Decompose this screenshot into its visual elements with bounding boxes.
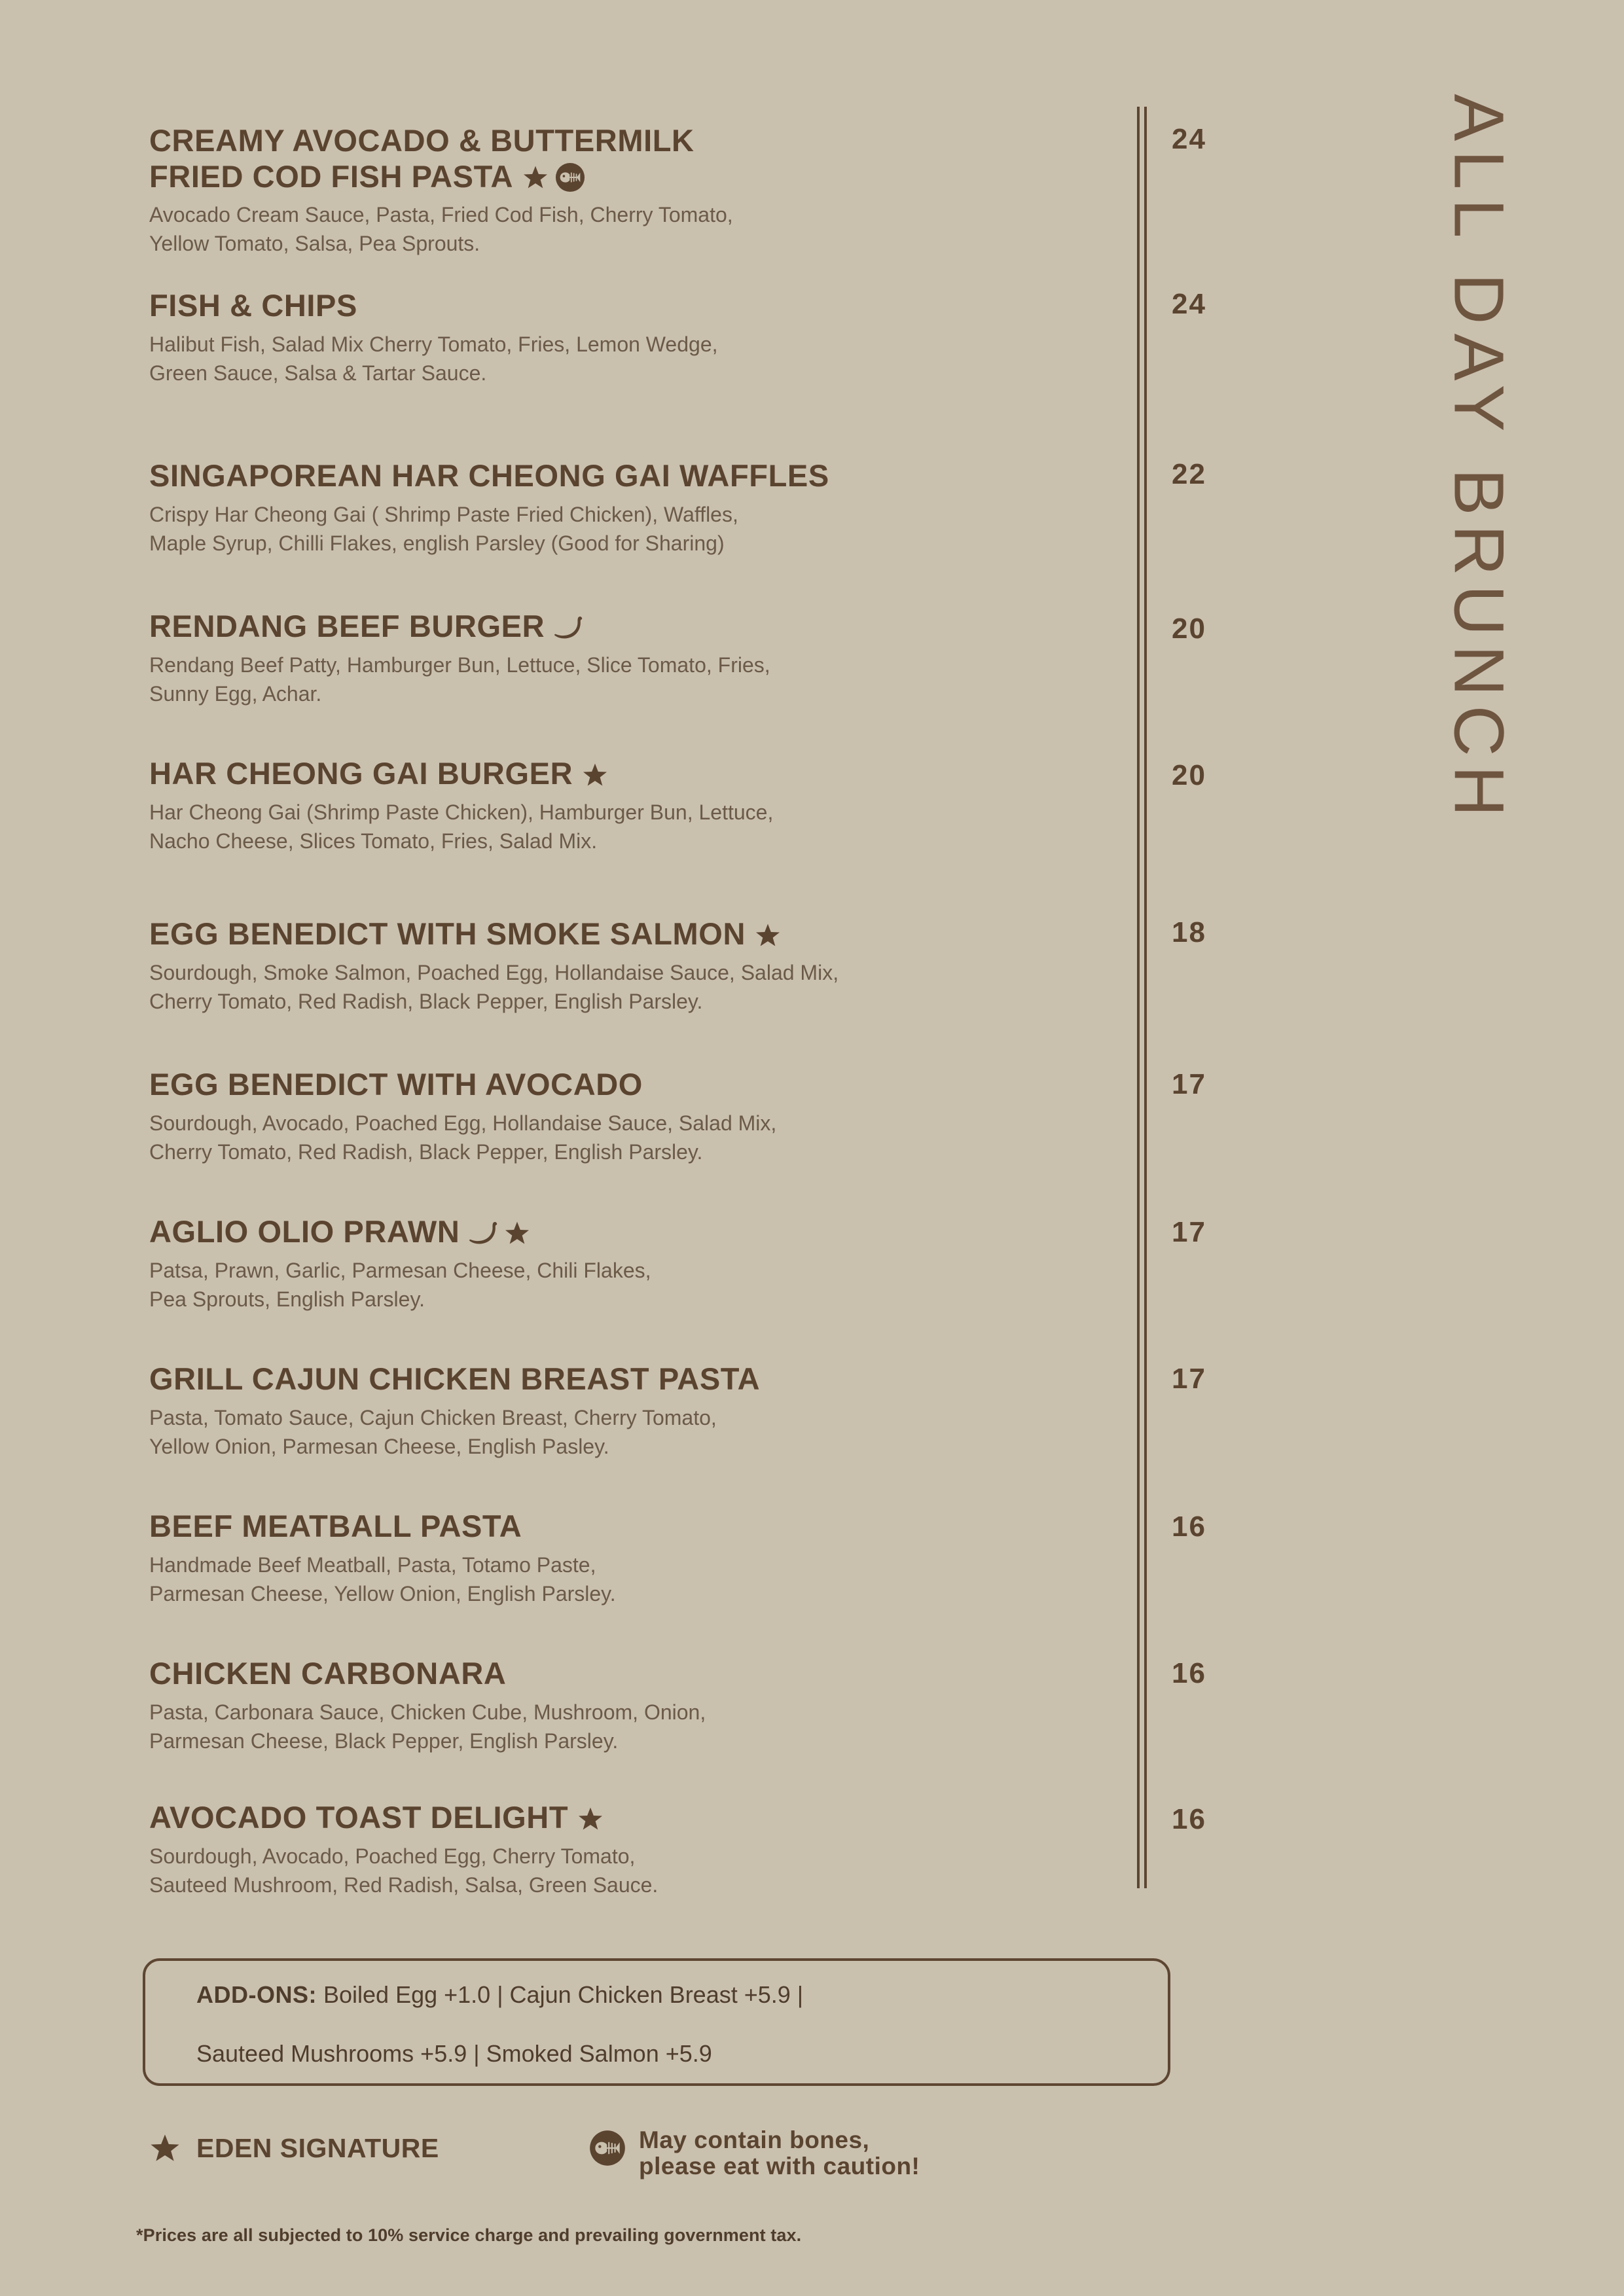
menu-item-description-line: Sourdough, Avocado, Poached Egg, Hollandaise Sauce, Salad Mix,: [149, 1111, 777, 1135]
legend-bones-label: [639, 2127, 920, 2179]
menu-item: [149, 123, 1327, 258]
legend-signature-label: EDEN SIGNATURE: [196, 2132, 439, 2163]
menu-item-title: [149, 916, 781, 952]
menu-item-titlebox: [149, 458, 829, 494]
menu-item: [149, 916, 1327, 1016]
menu-item-description-line: Parmesan Cheese, Yellow Onion, English Parsley.: [149, 1581, 616, 1605]
menu-item-description: [149, 500, 1327, 558]
menu-item-title-line: AVOCADO TOAST DELIGHT: [149, 1800, 604, 1836]
menu-item-description-line: Yellow Onion, Parmesan Cheese, English Pasley.: [149, 1434, 609, 1458]
star-icon: [522, 164, 549, 190]
menu-item-icons: [755, 922, 781, 948]
addons-line-1: [196, 1983, 1168, 2007]
menu-item-description-line: Sunny Egg, Achar.: [149, 681, 322, 706]
legend-bones: [589, 2127, 920, 2179]
star-icon: [149, 2132, 181, 2164]
menu-item-price: 17: [1172, 1216, 1206, 1248]
menu-item-title: [149, 609, 583, 645]
star-icon: [504, 1220, 530, 1246]
menu-item-title: [149, 1509, 522, 1545]
menu-item-title-line: HAR CHEONG GAI BURGER: [149, 756, 608, 792]
menu-item-title: [149, 1214, 530, 1250]
menu-item-description-line: Cherry Tomato, Red Radish, Black Pepper, English Parsley.: [149, 989, 703, 1013]
menu-item-price: 24: [1172, 123, 1206, 155]
menu-item-description-line: Yellow Tomato, Salsa, Pea Sprouts.: [149, 232, 480, 256]
menu-item-header: [149, 916, 1327, 952]
menu-item-title: [149, 123, 695, 194]
menu-item-description: [149, 651, 1327, 708]
menu-item-title-line: FISH & CHIPS: [149, 288, 357, 323]
menu-item-header: [149, 1214, 1327, 1250]
section-title: ALL DAY BRUNCH: [1439, 94, 1519, 826]
menu-item: [149, 458, 1327, 558]
menu-item-description-line: Handmade Beef Meatball, Pasta, Totamo Paste,: [149, 1552, 596, 1577]
menu-item: [149, 288, 1327, 387]
menu-item: [149, 1361, 1327, 1461]
menu-item-price: 17: [1172, 1363, 1206, 1395]
menu-item-description: [149, 1109, 1327, 1166]
menu-item-description-line: Crispy Har Cheong Gai ( Shrimp Paste Fried Chicken), Waffles,: [149, 502, 738, 526]
addons-label: ADD-ONS:: [196, 1981, 317, 2008]
menu-item-title-line: AGLIO OLIO PRAWN: [149, 1214, 530, 1250]
legend-bones-line-1: May contain bones,: [639, 2126, 870, 2153]
chili-icon: [554, 615, 583, 640]
menu-item-description: [149, 958, 1327, 1016]
menu-item-header: [149, 123, 1327, 194]
menu-item-titlebox: [149, 756, 608, 792]
menu-item-description-line: Pea Sprouts, English Parsley.: [149, 1287, 425, 1311]
menu-item-description: [149, 1403, 1327, 1461]
menu-item-icons: [469, 1220, 530, 1246]
legend-bones-line-2: please eat with caution!: [639, 2152, 920, 2179]
menu-item-title-line: RENDANG BEEF BURGER: [149, 609, 583, 645]
menu-item-titlebox: [149, 1214, 530, 1250]
menu-item-header: [149, 1656, 1327, 1692]
menu-item: [149, 1067, 1327, 1166]
menu-item-description-line: Avocado Cream Sauce, Pasta, Fried Cod Fish, Cherry Tomato,: [149, 203, 733, 227]
menu-item-description-line: Pasta, Tomato Sauce, Cajun Chicken Breast, Cherry Tomato,: [149, 1405, 717, 1429]
menu-item-icons: [522, 162, 585, 192]
menu-item-header: [149, 1361, 1327, 1397]
menu-item-titlebox: [149, 1067, 643, 1103]
menu-item-price: 20: [1172, 759, 1206, 791]
addons-box: [143, 1958, 1170, 2086]
addons-options-1: Boiled Egg +1.0 | Cajun Chicken Breast +5.9 |: [323, 1981, 804, 2008]
menu-item-price: 16: [1172, 1657, 1206, 1689]
menu-item-price: 17: [1172, 1068, 1206, 1100]
menu-item: [149, 756, 1327, 855]
menu-item-description-line: Parmesan Cheese, Black Pepper, English Parsley.: [149, 1729, 619, 1753]
menu-item-price: 16: [1172, 1511, 1206, 1543]
menu-item: [149, 1214, 1327, 1314]
menu-item-description-line: Halibut Fish, Salad Mix Cherry Tomato, Fries, Lemon Wedge,: [149, 332, 718, 356]
menu-item-title: [149, 1800, 604, 1836]
menu-item-titlebox: [149, 1509, 522, 1545]
menu-item-description-line: Cherry Tomato, Red Radish, Black Pepper, English Parsley.: [149, 1139, 703, 1164]
price-disclaimer: *Prices are all subjected to 10% service charge and prevailing government tax.: [136, 2225, 802, 2245]
menu-item-title: [149, 288, 357, 324]
menu-item-header: [149, 609, 1327, 645]
menu-item-description-line: Pasta, Carbonara Sauce, Chicken Cube, Mushroom, Onion,: [149, 1700, 706, 1724]
chili-icon: [469, 1221, 497, 1246]
menu-item-title: [149, 458, 829, 494]
menu-item-description: [149, 1842, 1327, 1899]
menu-item-titlebox: [149, 123, 695, 194]
menu-item-header: [149, 458, 1327, 494]
menu-item-header: [149, 288, 1327, 324]
menu-item-header: [149, 1067, 1327, 1103]
menu-item-price: 20: [1172, 613, 1206, 645]
menu-item-title-line: CHICKEN CARBONARA: [149, 1656, 507, 1691]
menu-item-title-line: EGG BENEDICT WITH SMOKE SALMON: [149, 916, 781, 952]
menu-item-icons: [582, 762, 608, 788]
menu-item-description-line: Patsa, Prawn, Garlic, Parmesan Cheese, Chili Flakes,: [149, 1258, 651, 1282]
menu-item-description-line: Maple Syrup, Chilli Flakes, english Parsley (Good for Sharing): [149, 531, 725, 555]
menu-item-title: [149, 756, 608, 792]
addons-line-2: Sauteed Mushrooms +5.9 | Smoked Salmon +5.9: [196, 2040, 712, 2067]
menu-item-description: [149, 1551, 1327, 1608]
menu-item-titlebox: [149, 288, 357, 324]
star-icon: [577, 1806, 604, 1832]
menu-item-icons: [554, 615, 583, 640]
menu-item-description-line: Nacho Cheese, Slices Tomato, Fries, Salad Mix.: [149, 829, 598, 853]
menu-item: [149, 1509, 1327, 1608]
menu-item-title-line: CREAMY AVOCADO & BUTTERMILK: [149, 123, 695, 158]
menu-item-description: [149, 200, 1327, 258]
menu-item-price: 22: [1172, 458, 1206, 490]
menu-item-description-line: Sourdough, Avocado, Poached Egg, Cherry Tomato,: [149, 1844, 636, 1868]
menu-item-header: [149, 1509, 1327, 1545]
menu-item-title-line: FRIED COD FISH PASTA: [149, 159, 695, 195]
menu-item-description-line: Sourdough, Smoke Salmon, Poached Egg, Hollandaise Sauce, Salad Mix,: [149, 960, 839, 984]
menu-item-titlebox: [149, 1361, 760, 1397]
legend: [149, 2127, 1262, 2199]
menu-item-price: 24: [1172, 288, 1206, 320]
section-title-container: [1394, 0, 1564, 916]
menu-item-header: [149, 756, 1327, 792]
menu-item-description: [149, 330, 1327, 387]
menu-item-titlebox: [149, 916, 781, 952]
menu-item-title: [149, 1361, 760, 1397]
menu-item-title: [149, 1067, 643, 1103]
menu-item-title-line: SINGAPOREAN HAR CHEONG GAI WAFFLES: [149, 458, 829, 493]
menu-item-title-line: EGG BENEDICT WITH AVOCADO: [149, 1067, 643, 1102]
menu-item-description: [149, 1256, 1327, 1314]
menu-item-description-line: Har Cheong Gai (Shrimp Paste Chicken), Hamburger Bun, Lettuce,: [149, 800, 774, 824]
menu-item-description-line: Sauteed Mushroom, Red Radish, Salsa, Green Sauce.: [149, 1873, 659, 1897]
menu-item-description-line: Rendang Beef Patty, Hamburger Bun, Lettuce, Slice Tomato, Fries,: [149, 653, 770, 677]
menu-item: [149, 1800, 1327, 1899]
menu-item-titlebox: [149, 1656, 506, 1692]
star-icon: [755, 922, 781, 948]
menu-item-description-line: Green Sauce, Salsa & Tartar Sauce.: [149, 361, 487, 385]
menu-item: [149, 1656, 1327, 1755]
menu-item-title-line: GRILL CAJUN CHICKEN BREAST PASTA: [149, 1361, 761, 1396]
star-icon: [582, 762, 608, 788]
menu-item: [149, 609, 1327, 708]
menu-item-titlebox: [149, 609, 583, 645]
menu-item-header: [149, 1800, 1327, 1836]
menu-item-description: [149, 798, 1327, 855]
menu-item-title: [149, 1656, 506, 1692]
menu-item-icons: [577, 1806, 604, 1832]
menu-item-description: [149, 1698, 1327, 1755]
menu-item-price: 16: [1172, 1803, 1206, 1835]
menu-item-price: 18: [1172, 916, 1206, 948]
menu-item-title-line: BEEF MEATBALL PASTA: [149, 1509, 522, 1543]
fish-bone-icon: [589, 2130, 626, 2166]
menu-item-titlebox: [149, 1800, 604, 1836]
fish-bone-icon: [555, 162, 585, 192]
legend-signature: [149, 2132, 439, 2164]
